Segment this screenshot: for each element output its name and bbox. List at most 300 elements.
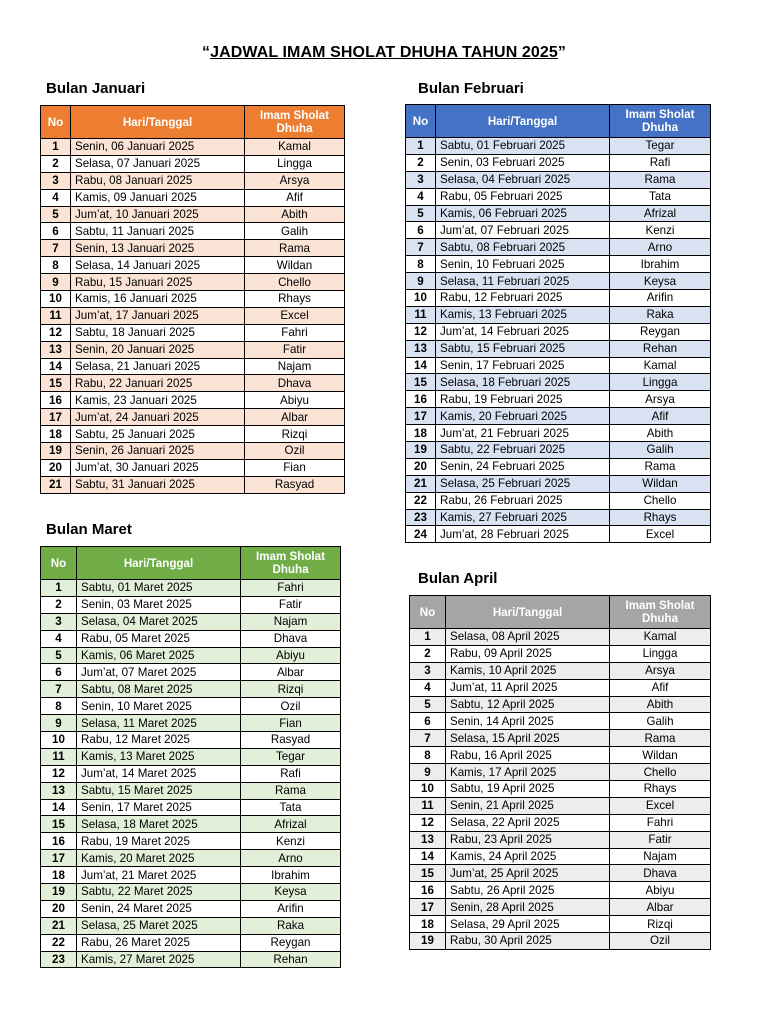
table-row [406, 408, 711, 425]
row-date: Sabtu, 22 Maret 2025 [77, 884, 241, 901]
table-row [41, 900, 341, 917]
row-date: Sabtu, 31 Januari 2025 [71, 476, 245, 493]
row-number: 10 [406, 290, 436, 307]
table-row [41, 307, 345, 324]
row-date: Kamis, 20 Februari 2025 [436, 408, 610, 425]
row-imam: Albar [245, 409, 345, 426]
table-row [410, 781, 711, 798]
section-title-januari: Bulan Januari [46, 80, 146, 97]
row-date: Kamis, 09 Januari 2025 [71, 189, 245, 206]
header-date: Hari/Tanggal [71, 106, 245, 139]
table-row [41, 324, 345, 341]
row-date: Kamis, 13 Februari 2025 [436, 306, 610, 323]
row-number: 1 [410, 629, 446, 646]
row-number: 3 [41, 172, 71, 189]
header-date: Hari/Tanggal [446, 596, 610, 629]
row-number: 19 [410, 933, 446, 950]
row-number: 5 [406, 205, 436, 222]
row-imam: Arsya [245, 172, 345, 189]
table-row [41, 375, 345, 392]
row-number: 3 [406, 171, 436, 188]
table-row [406, 526, 711, 543]
row-date: Jum’at, 11 April 2025 [446, 679, 610, 696]
row-number: 1 [406, 138, 436, 155]
table-row [406, 256, 711, 273]
row-number: 13 [410, 831, 446, 848]
row-number: 16 [410, 882, 446, 899]
row-date: Sabtu, 22 Februari 2025 [436, 442, 610, 459]
row-imam: Wildan [610, 475, 711, 492]
table-row [410, 933, 711, 950]
row-number: 9 [406, 273, 436, 290]
table-row [410, 916, 711, 933]
row-number: 15 [41, 375, 71, 392]
table-row [41, 392, 345, 409]
row-imam: Dhava [241, 630, 341, 647]
table-row [41, 681, 341, 698]
row-date: Selasa, 29 April 2025 [446, 916, 610, 933]
row-date: Kamis, 06 Februari 2025 [436, 205, 610, 222]
row-number: 16 [41, 833, 77, 850]
table-row [41, 765, 341, 782]
row-number: 17 [406, 408, 436, 425]
row-imam: Rama [610, 458, 711, 475]
row-number: 2 [41, 155, 71, 172]
row-number: 15 [41, 816, 77, 833]
row-imam: Galih [245, 223, 345, 240]
row-imam: Arsya [610, 391, 711, 408]
table-row [41, 172, 345, 189]
row-date: Kamis, 20 Maret 2025 [77, 850, 241, 867]
row-date: Jum’at, 14 Februari 2025 [436, 323, 610, 340]
row-imam: Reygan [241, 934, 341, 951]
row-number: 20 [406, 458, 436, 475]
row-imam: Arsya [610, 662, 711, 679]
row-date: Jum’at, 14 Maret 2025 [77, 765, 241, 782]
row-date: Rabu, 26 Februari 2025 [436, 492, 610, 509]
table-maret [40, 546, 341, 968]
row-date: Senin, 13 Januari 2025 [71, 240, 245, 257]
row-imam: Afif [610, 679, 711, 696]
row-imam: Ibrahim [610, 256, 711, 273]
table-row [410, 831, 711, 848]
row-imam: Tata [241, 799, 341, 816]
row-date: Senin, 06 Januari 2025 [71, 139, 245, 156]
row-date: Selasa, 07 Januari 2025 [71, 155, 245, 172]
table-row [406, 458, 711, 475]
row-number: 6 [410, 713, 446, 730]
row-imam: Fatir [245, 341, 345, 358]
row-imam: Ozil [610, 933, 711, 950]
table-row [41, 476, 345, 493]
row-date: Senin, 03 Februari 2025 [436, 154, 610, 171]
row-imam: Rehan [241, 951, 341, 968]
table-row [410, 645, 711, 662]
table-row [41, 630, 341, 647]
row-imam: Kamal [610, 357, 711, 374]
row-imam: Albar [241, 664, 341, 681]
table-row [41, 917, 341, 934]
table-row [410, 899, 711, 916]
row-imam: Fahri [610, 814, 711, 831]
row-date: Rabu, 19 Februari 2025 [436, 391, 610, 408]
table-row [406, 188, 711, 205]
row-imam: Fian [245, 459, 345, 476]
row-imam: Najam [241, 613, 341, 630]
table-row [406, 391, 711, 408]
row-number: 21 [41, 917, 77, 934]
row-number: 11 [41, 748, 77, 765]
row-number: 5 [41, 206, 71, 223]
row-imam: Galih [610, 442, 711, 459]
row-imam: Raka [610, 306, 711, 323]
row-imam: Rafi [241, 765, 341, 782]
row-imam: Afif [610, 408, 711, 425]
row-imam: Abith [610, 425, 711, 442]
row-date: Rabu, 12 Februari 2025 [436, 290, 610, 307]
table-row [406, 205, 711, 222]
row-imam: Abiyu [245, 392, 345, 409]
table-row [406, 171, 711, 188]
table-row [406, 239, 711, 256]
row-date: Sabtu, 08 Maret 2025 [77, 681, 241, 698]
table-row [406, 340, 711, 357]
header-no: No [41, 106, 71, 139]
table-row [41, 951, 341, 968]
row-date: Jum’at, 21 Maret 2025 [77, 867, 241, 884]
row-imam: Ibrahim [241, 867, 341, 884]
row-imam: Arno [241, 850, 341, 867]
row-date: Kamis, 13 Maret 2025 [77, 748, 241, 765]
row-number: 14 [410, 848, 446, 865]
row-date: Selasa, 18 Maret 2025 [77, 816, 241, 833]
row-number: 18 [410, 916, 446, 933]
row-number: 9 [41, 715, 77, 732]
row-date: Selasa, 22 April 2025 [446, 814, 610, 831]
row-imam: Fatir [610, 831, 711, 848]
row-number: 7 [406, 239, 436, 256]
row-number: 5 [410, 696, 446, 713]
row-imam: Ozil [241, 698, 341, 715]
row-date: Senin, 24 Maret 2025 [77, 900, 241, 917]
row-imam: Ozil [245, 443, 345, 460]
table-row [406, 492, 711, 509]
table-row [410, 848, 711, 865]
table-row [41, 732, 341, 749]
table-row [41, 698, 341, 715]
row-imam: Lingga [610, 374, 711, 391]
row-number: 9 [41, 274, 71, 291]
row-date: Senin, 17 Februari 2025 [436, 357, 610, 374]
title-open-quote: “ [201, 44, 211, 61]
row-imam: Excel [245, 307, 345, 324]
row-number: 17 [41, 409, 71, 426]
row-imam: Lingga [610, 645, 711, 662]
row-date: Rabu, 16 April 2025 [446, 747, 610, 764]
table-row [41, 426, 345, 443]
row-date: Selasa, 18 Februari 2025 [436, 374, 610, 391]
row-number: 5 [41, 647, 77, 664]
row-date: Rabu, 05 Maret 2025 [77, 630, 241, 647]
row-date: Kamis, 17 April 2025 [446, 764, 610, 781]
row-number: 7 [41, 240, 71, 257]
table-januari [40, 105, 345, 494]
row-date: Sabtu, 12 April 2025 [446, 696, 610, 713]
table-row [406, 442, 711, 459]
row-imam: Afif [245, 189, 345, 206]
header-imam: Imam Sholat Dhuha [245, 106, 345, 139]
row-number: 22 [406, 492, 436, 509]
row-number: 12 [41, 765, 77, 782]
row-date: Selasa, 25 Februari 2025 [436, 475, 610, 492]
title-close-quote: ” [557, 44, 567, 61]
row-number: 4 [406, 188, 436, 205]
row-number: 11 [410, 797, 446, 814]
row-date: Rabu, 19 Maret 2025 [77, 833, 241, 850]
row-number: 6 [41, 664, 77, 681]
table-row [410, 713, 711, 730]
row-number: 14 [41, 358, 71, 375]
table-row [41, 189, 345, 206]
row-date: Sabtu, 01 Maret 2025 [77, 580, 241, 597]
table-row [41, 799, 341, 816]
row-imam: Rizqi [241, 681, 341, 698]
header-date: Hari/Tanggal [77, 547, 241, 580]
table-row [410, 730, 711, 747]
table-row [410, 814, 711, 831]
row-date: Senin, 24 Februari 2025 [436, 458, 610, 475]
row-number: 23 [406, 509, 436, 526]
row-imam: Najam [610, 848, 711, 865]
table-row [41, 867, 341, 884]
table-row [41, 291, 345, 308]
table-row [41, 358, 345, 375]
row-date: Selasa, 11 Maret 2025 [77, 715, 241, 732]
row-number: 2 [41, 596, 77, 613]
row-imam: Rama [610, 730, 711, 747]
row-imam: Fian [241, 715, 341, 732]
row-date: Jum’at, 30 Januari 2025 [71, 459, 245, 476]
row-imam: Afrizal [241, 816, 341, 833]
table-row [41, 850, 341, 867]
row-number: 12 [410, 814, 446, 831]
table-row [406, 306, 711, 323]
row-date: Rabu, 09 April 2025 [446, 645, 610, 662]
row-date: Selasa, 08 April 2025 [446, 629, 610, 646]
row-imam: Wildan [245, 257, 345, 274]
row-number: 18 [406, 425, 436, 442]
row-imam: Dhava [245, 375, 345, 392]
row-number: 2 [406, 154, 436, 171]
header-imam: Imam Sholat Dhuha [241, 547, 341, 580]
row-imam: Excel [610, 526, 711, 543]
table-februari [405, 104, 711, 543]
row-date: Sabtu, 08 Februari 2025 [436, 239, 610, 256]
row-date: Sabtu, 25 Januari 2025 [71, 426, 245, 443]
row-imam: Albar [610, 899, 711, 916]
row-date: Senin, 26 Januari 2025 [71, 443, 245, 460]
row-imam: Dhava [610, 865, 711, 882]
table-row [41, 341, 345, 358]
row-imam: Chello [610, 764, 711, 781]
row-imam: Rehan [610, 340, 711, 357]
row-imam: Tegar [610, 138, 711, 155]
table-row [41, 613, 341, 630]
row-imam: Arno [610, 239, 711, 256]
table-row [41, 596, 341, 613]
table-header-row [41, 106, 345, 139]
row-imam: Tegar [241, 748, 341, 765]
table-row [406, 154, 711, 171]
table-row [41, 206, 345, 223]
row-date: Sabtu, 01 Februari 2025 [436, 138, 610, 155]
row-date: Kamis, 10 April 2025 [446, 662, 610, 679]
row-date: Rabu, 05 Februari 2025 [436, 188, 610, 205]
row-date: Senin, 20 Januari 2025 [71, 341, 245, 358]
row-number: 10 [41, 291, 71, 308]
row-number: 19 [406, 442, 436, 459]
row-number: 11 [406, 306, 436, 323]
row-number: 18 [41, 867, 77, 884]
row-date: Senin, 10 Februari 2025 [436, 256, 610, 273]
table-row [41, 782, 341, 799]
table-row [41, 884, 341, 901]
row-date: Selasa, 11 Februari 2025 [436, 273, 610, 290]
row-date: Selasa, 15 April 2025 [446, 730, 610, 747]
row-imam: Rama [610, 171, 711, 188]
row-date: Kamis, 24 April 2025 [446, 848, 610, 865]
row-number: 20 [41, 900, 77, 917]
row-number: 10 [41, 732, 77, 749]
table-row [41, 816, 341, 833]
section-title-februari: Bulan Februari [418, 80, 524, 97]
row-date: Senin, 10 Maret 2025 [77, 698, 241, 715]
table-row [406, 222, 711, 239]
row-number: 6 [406, 222, 436, 239]
row-number: 7 [41, 681, 77, 698]
row-date: Kamis, 06 Maret 2025 [77, 647, 241, 664]
row-date: Senin, 17 Maret 2025 [77, 799, 241, 816]
row-date: Sabtu, 15 Februari 2025 [436, 340, 610, 357]
row-imam: Arifin [610, 290, 711, 307]
row-number: 6 [41, 223, 71, 240]
row-imam: Raka [241, 917, 341, 934]
row-imam: Kamal [610, 629, 711, 646]
table-row [410, 662, 711, 679]
row-number: 16 [41, 392, 71, 409]
row-number: 20 [41, 459, 71, 476]
table-row [406, 273, 711, 290]
row-number: 22 [41, 934, 77, 951]
table-row [41, 580, 341, 597]
section-februari [418, 80, 524, 97]
row-date: Kamis, 16 Januari 2025 [71, 291, 245, 308]
row-number: 1 [41, 580, 77, 597]
header-date: Hari/Tanggal [436, 105, 610, 138]
row-number: 17 [410, 899, 446, 916]
table-row [410, 696, 711, 713]
row-imam: Fahri [241, 580, 341, 597]
row-number: 19 [41, 443, 71, 460]
row-imam: Rasyad [241, 732, 341, 749]
row-date: Jum’at, 21 Februari 2025 [436, 425, 610, 442]
table-row [406, 290, 711, 307]
row-date: Selasa, 21 Januari 2025 [71, 358, 245, 375]
row-number: 4 [41, 189, 71, 206]
row-number: 21 [406, 475, 436, 492]
table-row [406, 138, 711, 155]
row-number: 14 [41, 799, 77, 816]
row-date: Jum’at, 25 April 2025 [446, 865, 610, 882]
row-date: Senin, 03 Maret 2025 [77, 596, 241, 613]
row-number: 15 [406, 374, 436, 391]
row-number: 11 [41, 307, 71, 324]
row-imam: Rama [241, 782, 341, 799]
table-row [41, 748, 341, 765]
row-number: 9 [410, 764, 446, 781]
row-number: 13 [41, 782, 77, 799]
row-imam: Abith [245, 206, 345, 223]
table-row [41, 934, 341, 951]
table-row [410, 865, 711, 882]
section-april [418, 570, 497, 587]
table-row [41, 647, 341, 664]
row-imam: Keysa [610, 273, 711, 290]
row-date: Sabtu, 26 April 2025 [446, 882, 610, 899]
row-number: 18 [41, 426, 71, 443]
row-imam: Rasyad [245, 476, 345, 493]
row-imam: Reygan [610, 323, 711, 340]
table-row [406, 374, 711, 391]
row-number: 1 [41, 139, 71, 156]
row-number: 12 [406, 323, 436, 340]
table-row [41, 257, 345, 274]
row-date: Jum’at, 10 Januari 2025 [71, 206, 245, 223]
row-number: 8 [410, 747, 446, 764]
row-number: 16 [406, 391, 436, 408]
row-number: 4 [410, 679, 446, 696]
row-imam: Rafi [610, 154, 711, 171]
row-number: 13 [406, 340, 436, 357]
row-number: 13 [41, 341, 71, 358]
row-imam: Rhays [610, 509, 711, 526]
section-januari [46, 80, 145, 97]
table-row [410, 629, 711, 646]
row-date: Rabu, 08 Januari 2025 [71, 172, 245, 189]
header-no: No [406, 105, 436, 138]
section-maret [46, 521, 132, 538]
table-row [41, 459, 345, 476]
row-number: 17 [41, 850, 77, 867]
table-row [406, 357, 711, 374]
row-date: Senin, 28 April 2025 [446, 899, 610, 916]
row-imam: Rama [245, 240, 345, 257]
table-row [41, 223, 345, 240]
table-row [406, 425, 711, 442]
table-row [41, 715, 341, 732]
row-imam: Wildan [610, 747, 711, 764]
row-imam: Kenzi [241, 833, 341, 850]
row-date: Rabu, 30 April 2025 [446, 933, 610, 950]
table-row [406, 509, 711, 526]
table-row [41, 139, 345, 156]
table-april [409, 595, 711, 950]
row-date: Kamis, 23 Januari 2025 [71, 392, 245, 409]
row-date: Jum’at, 24 Januari 2025 [71, 409, 245, 426]
row-number: 19 [41, 884, 77, 901]
row-date: Jum’at, 07 Februari 2025 [436, 222, 610, 239]
table-row [406, 323, 711, 340]
